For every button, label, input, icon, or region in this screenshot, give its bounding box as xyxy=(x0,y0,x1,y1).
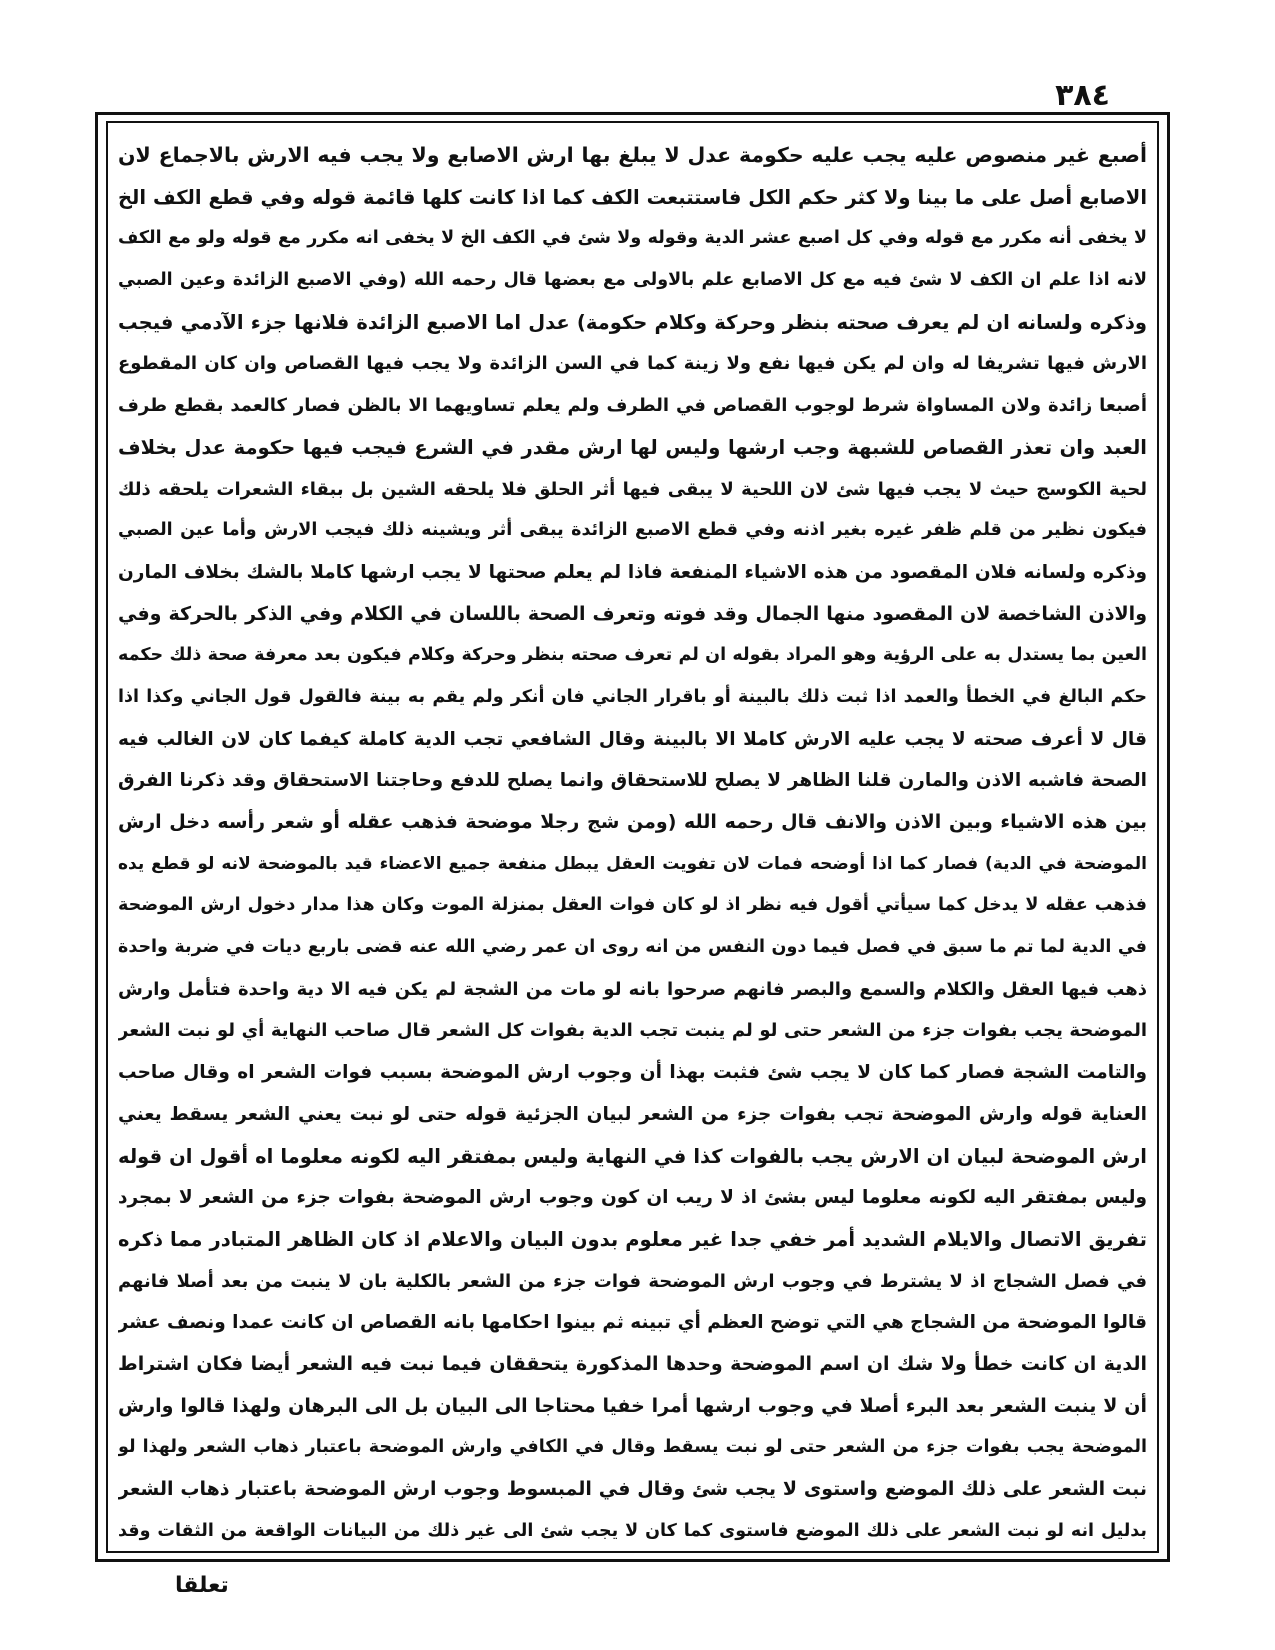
text-line: قال لا أعرف صحته لا يجب عليه الارش كاملا الا بالبينة وقال الشافعي تجب الدية كاملة كيفما كان لان الغالب فيه xyxy=(118,728,1147,750)
main-text-block xyxy=(118,135,1147,1543)
catchword: تعلقا xyxy=(175,1573,229,1598)
text-line: قالوا الموضحة من الشجاج هي التي توضح العظم أي تبينه ثم بينوا احكامها بانه القصاص ان كانت عمدا ونصف عشر xyxy=(118,1312,1147,1334)
text-line: الموضحة يجب بفوات جزء من الشعر حتى لو نبت يسقط وقال في الكافي وارش الموضحة باعتبار ذهاب الشعر ولهذا لو xyxy=(118,1437,1147,1458)
text-line: والاذن الشاخصة لان المقصود منها الجمال وقد فوته وتعرف الصحة باللسان في الكلام وفي الذكر بالحركة وفي xyxy=(118,602,1147,625)
text-line: لحية الكوسج حيث لا يجب فيها شئ لان اللحية لا يبقى فيها أثر الحلق فلا يلحقه الشين بل ببقاء الشعرات يلحقه ذلك xyxy=(118,478,1147,500)
page-number: ٣٨٤ xyxy=(1055,78,1110,113)
text-line: وذكره ولسانه فلان المقصود من هذه الاشياء المنفعة فاذا لم يعلم صحتها لا يجب ارشها كاملا بالشك بخلاف المارن xyxy=(118,561,1147,583)
page-border-outer xyxy=(95,112,1170,1562)
text-line: لانه اذا علم ان الكف لا شئ فيه مع كل الاصابع علم بالاولى مع بعضها قال رحمه الله (وفي الاصبع الزائدة وعين الصبي xyxy=(118,270,1147,291)
text-line: فذهب عقله لا يدخل كما سيأتي أقول فيه نظر اذ لو كان فوات العقل بمنزلة الموت وكان هذا مدار دخول ارش الموضحة xyxy=(118,895,1147,916)
text-line: الاصابع أصل على ما بينا ولا كثر حكم الكل فاستتبعت الكف كما اذا كانت كلها قائمة قوله وفي قطع الكف الخ xyxy=(118,185,1147,209)
text-line: الموضحة يجب بفوات جزء من الشعر حتى لو لم ينبت تجب الدية بفوات كل الشعر قال صاحب النهاية أي لو نبت الشعر xyxy=(118,1020,1147,1042)
text-line: العين بما يستدل به على الرؤية وهو المراد بقوله ان لم تعرف صحته بنظر وحركة وكلام فيكون بعد معرفة صحة ذلك حكمه xyxy=(118,645,1147,666)
page-border-inner xyxy=(106,121,1159,1553)
text-line: ذهب فيها العقل والكلام والسمع والبصر فانهم صرحوا بانه لو مات من الشجة لم يكن فيه الا دية واحدة فتأمل وارش xyxy=(118,978,1147,1000)
text-line: في الدية لما تم ما سبق في فصل فيما دون النفس من انه روى ان عمر رضي الله عنه قضى باربع ديات في ضربة واحدة xyxy=(118,937,1147,958)
text-line: أصبعا زائدة ولان المساواة شرط لوجوب القصاص في الطرف ولم يعلم تساويهما الا بالظن فصار كالعمد بقطع طرف xyxy=(118,395,1147,417)
text-line: في فصل الشجاج اذ لا يشترط في وجوب ارش الموضحة فوات جزء من الشعر بالكلية بان لا ينبت من بعد أصلا فانهم xyxy=(118,1270,1147,1292)
text-line: وليس بمفتقر اليه لكونه معلوما ليس بشئ اذ لا ريب ان كون وجوب ارش الموضحة بفوات جزء من الشعر لا بمجرد xyxy=(118,1187,1147,1209)
text-line: الصحة فاشبه الاذن والمارن قلنا الظاهر لا يصلح للاستحقاق وانما يصلح للدفع وحاجتنا الاستحقاق وقد ذكرنا الفرق xyxy=(118,770,1147,792)
text-line: الموضحة في الدية) فصار كما اذا أوضحه فمات لان تفويت العقل يبطل منفعة جميع الاعضاء قيد بالموضحة لانه لو قطع يده xyxy=(118,853,1147,874)
text-line: الدية ان كانت خطأ ولا شك ان اسم الموضحة وحدها المذكورة يتحققان فيما نبت فيه الشعر أيضا فكان اشتراط xyxy=(118,1352,1147,1375)
text-line: تفريق الاتصال والايلام الشديد أمر خفي جدا غير معلوم بدون البيان والاعلام اذ كان الظاهر المتبادر مما ذكره xyxy=(118,1227,1147,1251)
text-line: والتامت الشجة فصار كما كان لا يجب شئ فثبت بهذا أن وجوب ارش الموضحة بسبب فوات الشعر اه وقال صاحب xyxy=(118,1062,1147,1084)
text-line: العبد وان تعذر القصاص للشبهة وجب ارشها وليس لها ارش مقدر في الشرع فيجب فيها حكومة عدل بخلاف xyxy=(118,435,1147,459)
text-line: فيكون نظير من قلم ظفر غيره بغير اذنه وفي قطع الاصبع الزائدة يبقى أثر ويشينه ذلك فيجب الارش وأما عين الصبي xyxy=(118,520,1147,541)
text-line: الارش فيها تشريفا له وان لم يكن فيها نفع ولا زينة كما في السن الزائدة ولا يجب فيها القصاص وان كان المقطوع xyxy=(118,353,1147,375)
text-line: وذكره ولسانه ان لم يعرف صحته بنظر وحركة وكلام حكومة) عدل اما الاصبع الزائدة فلانها جزء الآدمي فيجب xyxy=(118,310,1147,334)
text-line: حكم البالغ في الخطأ والعمد اذا ثبت ذلك بالبينة أو باقرار الجاني فان أنكر ولم يقم به بينة فالقول قول الجاني وكذا اذا xyxy=(118,686,1147,707)
text-line: نبت الشعر على ذلك الموضع واستوى لا يجب شئ وقال في المبسوط وجوب ارش الموضحة باعتبار ذهاب الشعر xyxy=(118,1478,1147,1500)
text-line: العناية قوله وارش الموضحة تجب بفوات جزء من الشعر لبيان الجزئية قوله حتى لو نبت يعني الشعر يسقط يعني xyxy=(118,1103,1147,1125)
text-line: بدليل انه لو نبت الشعر على ذلك الموضع فاستوى كما كان لا يجب شئ الى غير ذلك من البيانات الواقعة من الثقات وقد xyxy=(118,1520,1147,1541)
text-line: لا يخفى أنه مكرر مع قوله وفي كل اصبع عشر الدية وقوله ولا شئ في الكف الخ لا يخفى انه مكرر مع قوله ولو مع الكف xyxy=(118,228,1147,249)
text-line: أصبع غير منصوص عليه يجب عليه حكومة عدل لا يبلغ بها ارش الاصابع ولا يجب فيه الارش بالاجماع لان xyxy=(118,143,1147,167)
text-line: أن لا ينبت الشعر بعد البرء أصلا في وجوب ارشها أمرا خفيا محتاجا الى البيان بل الى البرهان ولهذا قالوا وارش xyxy=(118,1394,1147,1417)
text-line: بين هذه الاشياء وبين الاذن والانف قال رحمه الله (ومن شج رجلا موضحة فذهب عقله أو شعر رأسه دخل ارش xyxy=(118,811,1147,833)
text-line: ارش الموضحة لبيان ان الارش يجب بالفوات كذا في النهاية وليس بمفتقر اليه لكونه معلوما اه أقول ان قوله xyxy=(118,1144,1147,1168)
